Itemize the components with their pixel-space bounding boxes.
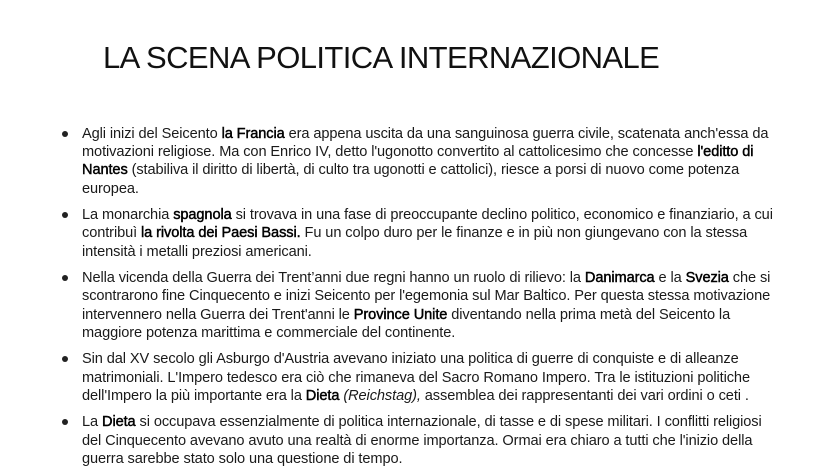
bullet-text: era appena uscita da una sanguinosa guerra civile, scatenata anch'essa da motivazioni religiose. Ma con Enrico IV, detto l'ugonotto convertito al cattolicesimo che concesse — [82, 126, 769, 161]
bullet-dot-icon — [62, 275, 68, 281]
bullet-text: Agli inizi del Seicento — [82, 126, 222, 142]
bullet-text: La monarchia — [82, 207, 174, 224]
bullet-dot-icon — [62, 419, 68, 425]
bullet-text: Sin dal XV secolo gli Asburgo d'Austria avevano iniziato una politica di guerre di conquiste e di alleanze matrimoniali. L'Impero tedesco era ciò che rimaneva del Sacro Romano Impero. Tra le istituzioni politiche dell'Impero la più importante era la — [82, 351, 750, 404]
bullet-item — [62, 125, 782, 198]
bullet-text: si occupava essenzialmente di politica internazionale, di tasse e di spese militari. I conflitti religiosi del Cinquecento avevano avuto una realtà di enorme importanza. Ormai era chiaro a tutti che l'inizio della guerra sarebbe stato solo una questione di tempo. — [82, 414, 762, 467]
highlighted-term: Dieta — [305, 387, 340, 404]
highlighted-term: la Francia — [221, 126, 285, 142]
bullet-text: Fu un colpo duro per le finanze e in più non giungevano con la stessa intensità i metalli preziosi americani. — [82, 225, 748, 260]
italic-text: (Reichstag), — [343, 387, 421, 404]
bullet-text: Nella vicenda della Guerra dei Trent’anni due regni hanno un ruolo di rilievo: la — [82, 270, 585, 287]
highlighted-term: Dieta — [102, 414, 136, 431]
bullet-text: diventando nella prima metà del Seicento la maggiore potenza marittima e commerciale del continente. — [82, 306, 731, 341]
bullet-item — [62, 350, 782, 405]
highlighted-term: Province Unite — [353, 306, 448, 323]
bullet-dot-icon — [62, 212, 68, 218]
bullet-item — [62, 206, 782, 261]
bullet-text: e la — [654, 270, 686, 287]
highlighted-term: Danimarca — [584, 270, 655, 287]
slide-title: LA SCENA POLITICA INTERNAZIONALE — [103, 40, 660, 75]
highlighted-term: l'editto di Nantes — [82, 144, 754, 179]
bullet-text: La — [82, 414, 102, 431]
bullet-text: assemblea dei rappresentanti dei vari ordini o ceti . — [420, 387, 749, 404]
highlighted-term: Svezia — [685, 270, 729, 287]
highlighted-term: spagnola — [173, 207, 232, 224]
bullet-text: si trovava in una fase di preoccupante declino politico, economico e finanziario, a cui contribuì — [82, 207, 773, 242]
bullet-list — [62, 125, 782, 476]
bullet-dot-icon — [62, 356, 68, 362]
bullet-text: che si scontrarono fine Cinquecento e inizi Seicento per l'egemonia sul Mar Baltico. Per questa stessa motivazione intervennero nella Guerra dei Trent'anni le — [82, 270, 771, 323]
bullet-item — [62, 269, 782, 342]
bullet-item — [62, 413, 782, 468]
bullet-dot-icon — [62, 131, 68, 137]
highlighted-term: la rivolta dei Paesi Bassi. — [141, 225, 301, 242]
bullet-text: (stabiliva il diritto di libertà, di culto tra ugonotti e cattolici), riesce a porsi di nuovo come potenza europea. — [82, 162, 740, 197]
